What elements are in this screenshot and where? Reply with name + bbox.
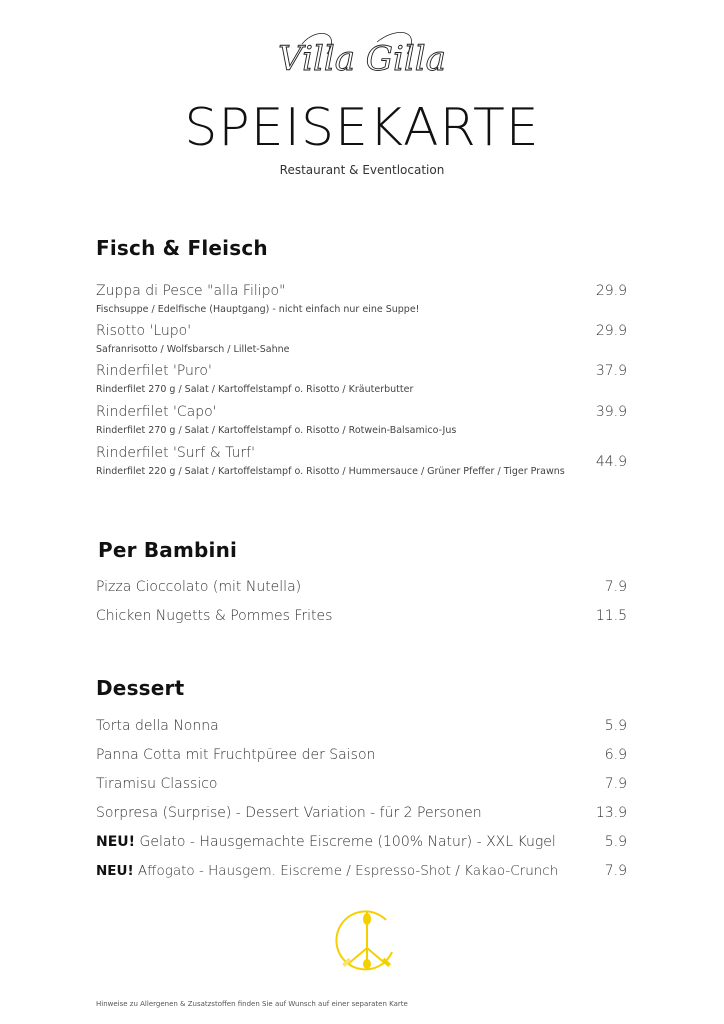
item-name: Zuppa di Pesce "alla Filipo" bbox=[96, 283, 286, 299]
peace-sign-cutlery-icon bbox=[334, 908, 400, 974]
item-name: Rinderfilet 'Surf & Turf' bbox=[96, 445, 255, 461]
item-price: 7.9 bbox=[604, 776, 627, 792]
item-price: 5.9 bbox=[604, 834, 627, 850]
item-name bbox=[96, 862, 558, 880]
page-title: SPEISEKARTE bbox=[184, 98, 540, 158]
item-name: Risotto 'Lupo' bbox=[96, 323, 192, 339]
item-name: Torta della Nonna bbox=[96, 718, 219, 734]
section-title-per-bambini: Per Bambini bbox=[98, 538, 238, 562]
section-title-dessert: Dessert bbox=[96, 676, 185, 700]
item-price: 7.9 bbox=[604, 579, 627, 595]
item-name: Tiramisu Classico bbox=[96, 776, 218, 792]
allergen-footer-note: Hinweise zu Allergenen & Zusatzstoffen finden Sie auf Wunsch auf einer separaten Karte bbox=[96, 1000, 408, 1008]
item-price: 39.9 bbox=[595, 404, 627, 420]
item-name: Panna Cotta mit Fruchtpüree der Saison bbox=[96, 747, 376, 763]
item-description: Rinderfilet 270 g / Salat / Kartoffelstampf o. Risotto / Rotwein-Balsamico-Jus bbox=[96, 425, 457, 436]
item-name: Sorpresa (Surprise) - Dessert Variation - für 2 Personen bbox=[96, 805, 482, 821]
item-description: Rinderfilet 220 g / Salat / Kartoffelstampf o. Risotto / Hummersauce / Grüner Pfeffer / Tiger Prawns bbox=[96, 466, 565, 477]
logo bbox=[0, 24, 724, 90]
new-badge: NEU! bbox=[96, 834, 136, 850]
item-name bbox=[96, 833, 556, 851]
item-price: 44.9 bbox=[595, 454, 627, 470]
item-name: Rinderfilet 'Puro' bbox=[96, 363, 212, 379]
logo-text: Villa Gilla bbox=[278, 39, 446, 79]
item-description: Safranrisotto / Wolfsbarsch / Lillet-Sahne bbox=[96, 344, 290, 355]
item-price: 6.9 bbox=[604, 747, 627, 763]
item-price: 13.9 bbox=[595, 805, 627, 821]
item-price: 7.9 bbox=[604, 863, 627, 879]
item-name: Pizza Cioccolato (mit Nutella) bbox=[96, 579, 302, 595]
item-price: 37.9 bbox=[595, 363, 627, 379]
new-badge: NEU! bbox=[96, 863, 134, 879]
item-price: 11.5 bbox=[595, 608, 627, 624]
section-title-fisch-fleisch: Fisch & Fleisch bbox=[96, 236, 268, 260]
item-name-text: Gelato - Hausgemachte Eiscreme (100% Natur) - XXL Kugel bbox=[135, 834, 556, 850]
page-subtitle: Restaurant & Eventlocation bbox=[279, 163, 445, 177]
item-description: Fischsuppe / Edelfische (Hauptgang) - nicht einfach nur eine Suppe! bbox=[96, 304, 420, 315]
item-description: Rinderfilet 270 g / Salat / Kartoffelstampf o. Risotto / Kräuterbutter bbox=[96, 384, 414, 395]
item-name: Chicken Nugetts & Pommes Frites bbox=[96, 608, 333, 624]
item-name-text: Affogato - Hausgem. Eiscreme / Espresso-Shot / Kakao-Crunch bbox=[133, 863, 559, 879]
item-name: Rinderfilet 'Capo' bbox=[96, 404, 217, 420]
item-price: 5.9 bbox=[604, 718, 627, 734]
item-price: 29.9 bbox=[595, 323, 627, 339]
villa-gilla-logo-icon bbox=[272, 24, 452, 90]
item-price: 29.9 bbox=[595, 283, 627, 299]
